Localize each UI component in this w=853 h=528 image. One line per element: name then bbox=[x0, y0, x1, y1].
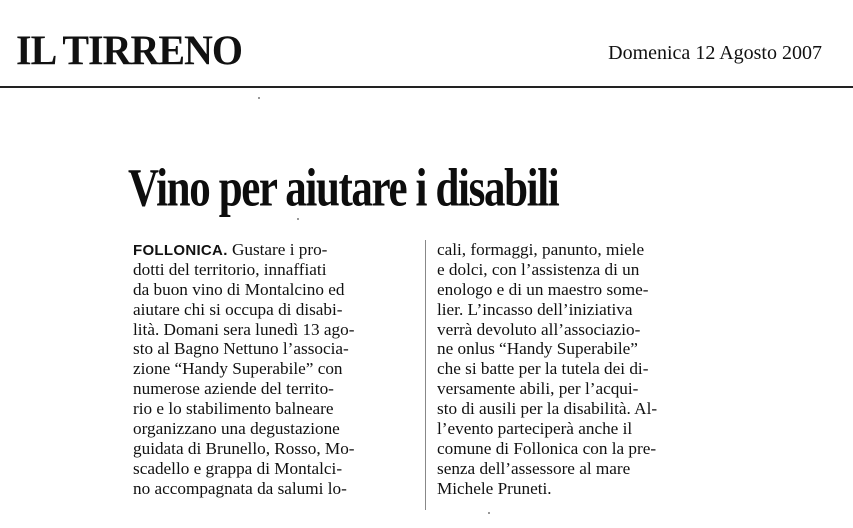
article-line: Michele Pruneti. bbox=[437, 478, 552, 498]
scan-speck bbox=[258, 97, 260, 99]
scan-speck bbox=[297, 218, 299, 220]
article-line: da buon vino di Montalcino ed bbox=[133, 279, 345, 299]
newspaper-masthead: IL TIRRENO bbox=[16, 26, 243, 75]
article-line: e dolci, con l’assistenza di un bbox=[437, 259, 640, 279]
article-line: zione “Handy Superabile” con bbox=[133, 359, 343, 379]
column-divider bbox=[425, 240, 426, 510]
article-line: versamente abili, per l’acqui- bbox=[437, 379, 639, 399]
article-column-left bbox=[133, 240, 415, 499]
article-line: numerose aziende del territo- bbox=[133, 379, 334, 399]
article-line: sto di ausili per la disabilità. Al- bbox=[437, 399, 658, 419]
article-line: senza dell’assessore al mare bbox=[437, 458, 631, 478]
article-first-line-text: Gustare i pro- bbox=[227, 240, 328, 259]
article-dateline: FOLLONICA. bbox=[133, 242, 228, 259]
header-rule bbox=[0, 86, 853, 88]
article-line: verrà devoluto all’associazio- bbox=[437, 319, 641, 339]
scan-speck bbox=[488, 512, 490, 514]
article-line: scadello e grappa di Montalci- bbox=[133, 458, 343, 478]
article-line: ne onlus “Handy Superabile” bbox=[437, 339, 638, 359]
article-line: comune di Follonica con la pre- bbox=[437, 438, 657, 458]
article-line: che si batte per la tutela dei di- bbox=[437, 359, 649, 379]
article-line: dotti del territorio, innaffiati bbox=[133, 259, 327, 279]
article-line: cali, formaggi, panunto, miele bbox=[437, 240, 645, 259]
article-line: sto al Bagno Nettuno l’associa- bbox=[133, 339, 349, 359]
article-line: l’evento parteciperà anche il bbox=[437, 419, 633, 439]
article-line: no accompagnata da salumi lo- bbox=[133, 478, 347, 498]
article-line: guidata di Brunello, Rosso, Mo- bbox=[133, 438, 355, 458]
article-line: aiutare chi si occupa di disabi- bbox=[133, 299, 343, 319]
article-headline: Vino per aiutare i disabili bbox=[128, 156, 559, 218]
article-line: organizzano una degustazione bbox=[133, 419, 340, 439]
article-line: rio e lo stabilimento balneare bbox=[133, 399, 334, 419]
article-line: enologo e di un maestro some- bbox=[437, 279, 649, 299]
publication-date: Domenica 12 Agosto 2007 bbox=[608, 42, 822, 64]
article-column-right bbox=[437, 240, 729, 499]
article-line: lier. L’incasso dell’iniziativa bbox=[437, 299, 633, 319]
article-line: lità. Domani sera lunedì 13 ago- bbox=[133, 319, 355, 339]
article-first-line bbox=[133, 240, 415, 260]
